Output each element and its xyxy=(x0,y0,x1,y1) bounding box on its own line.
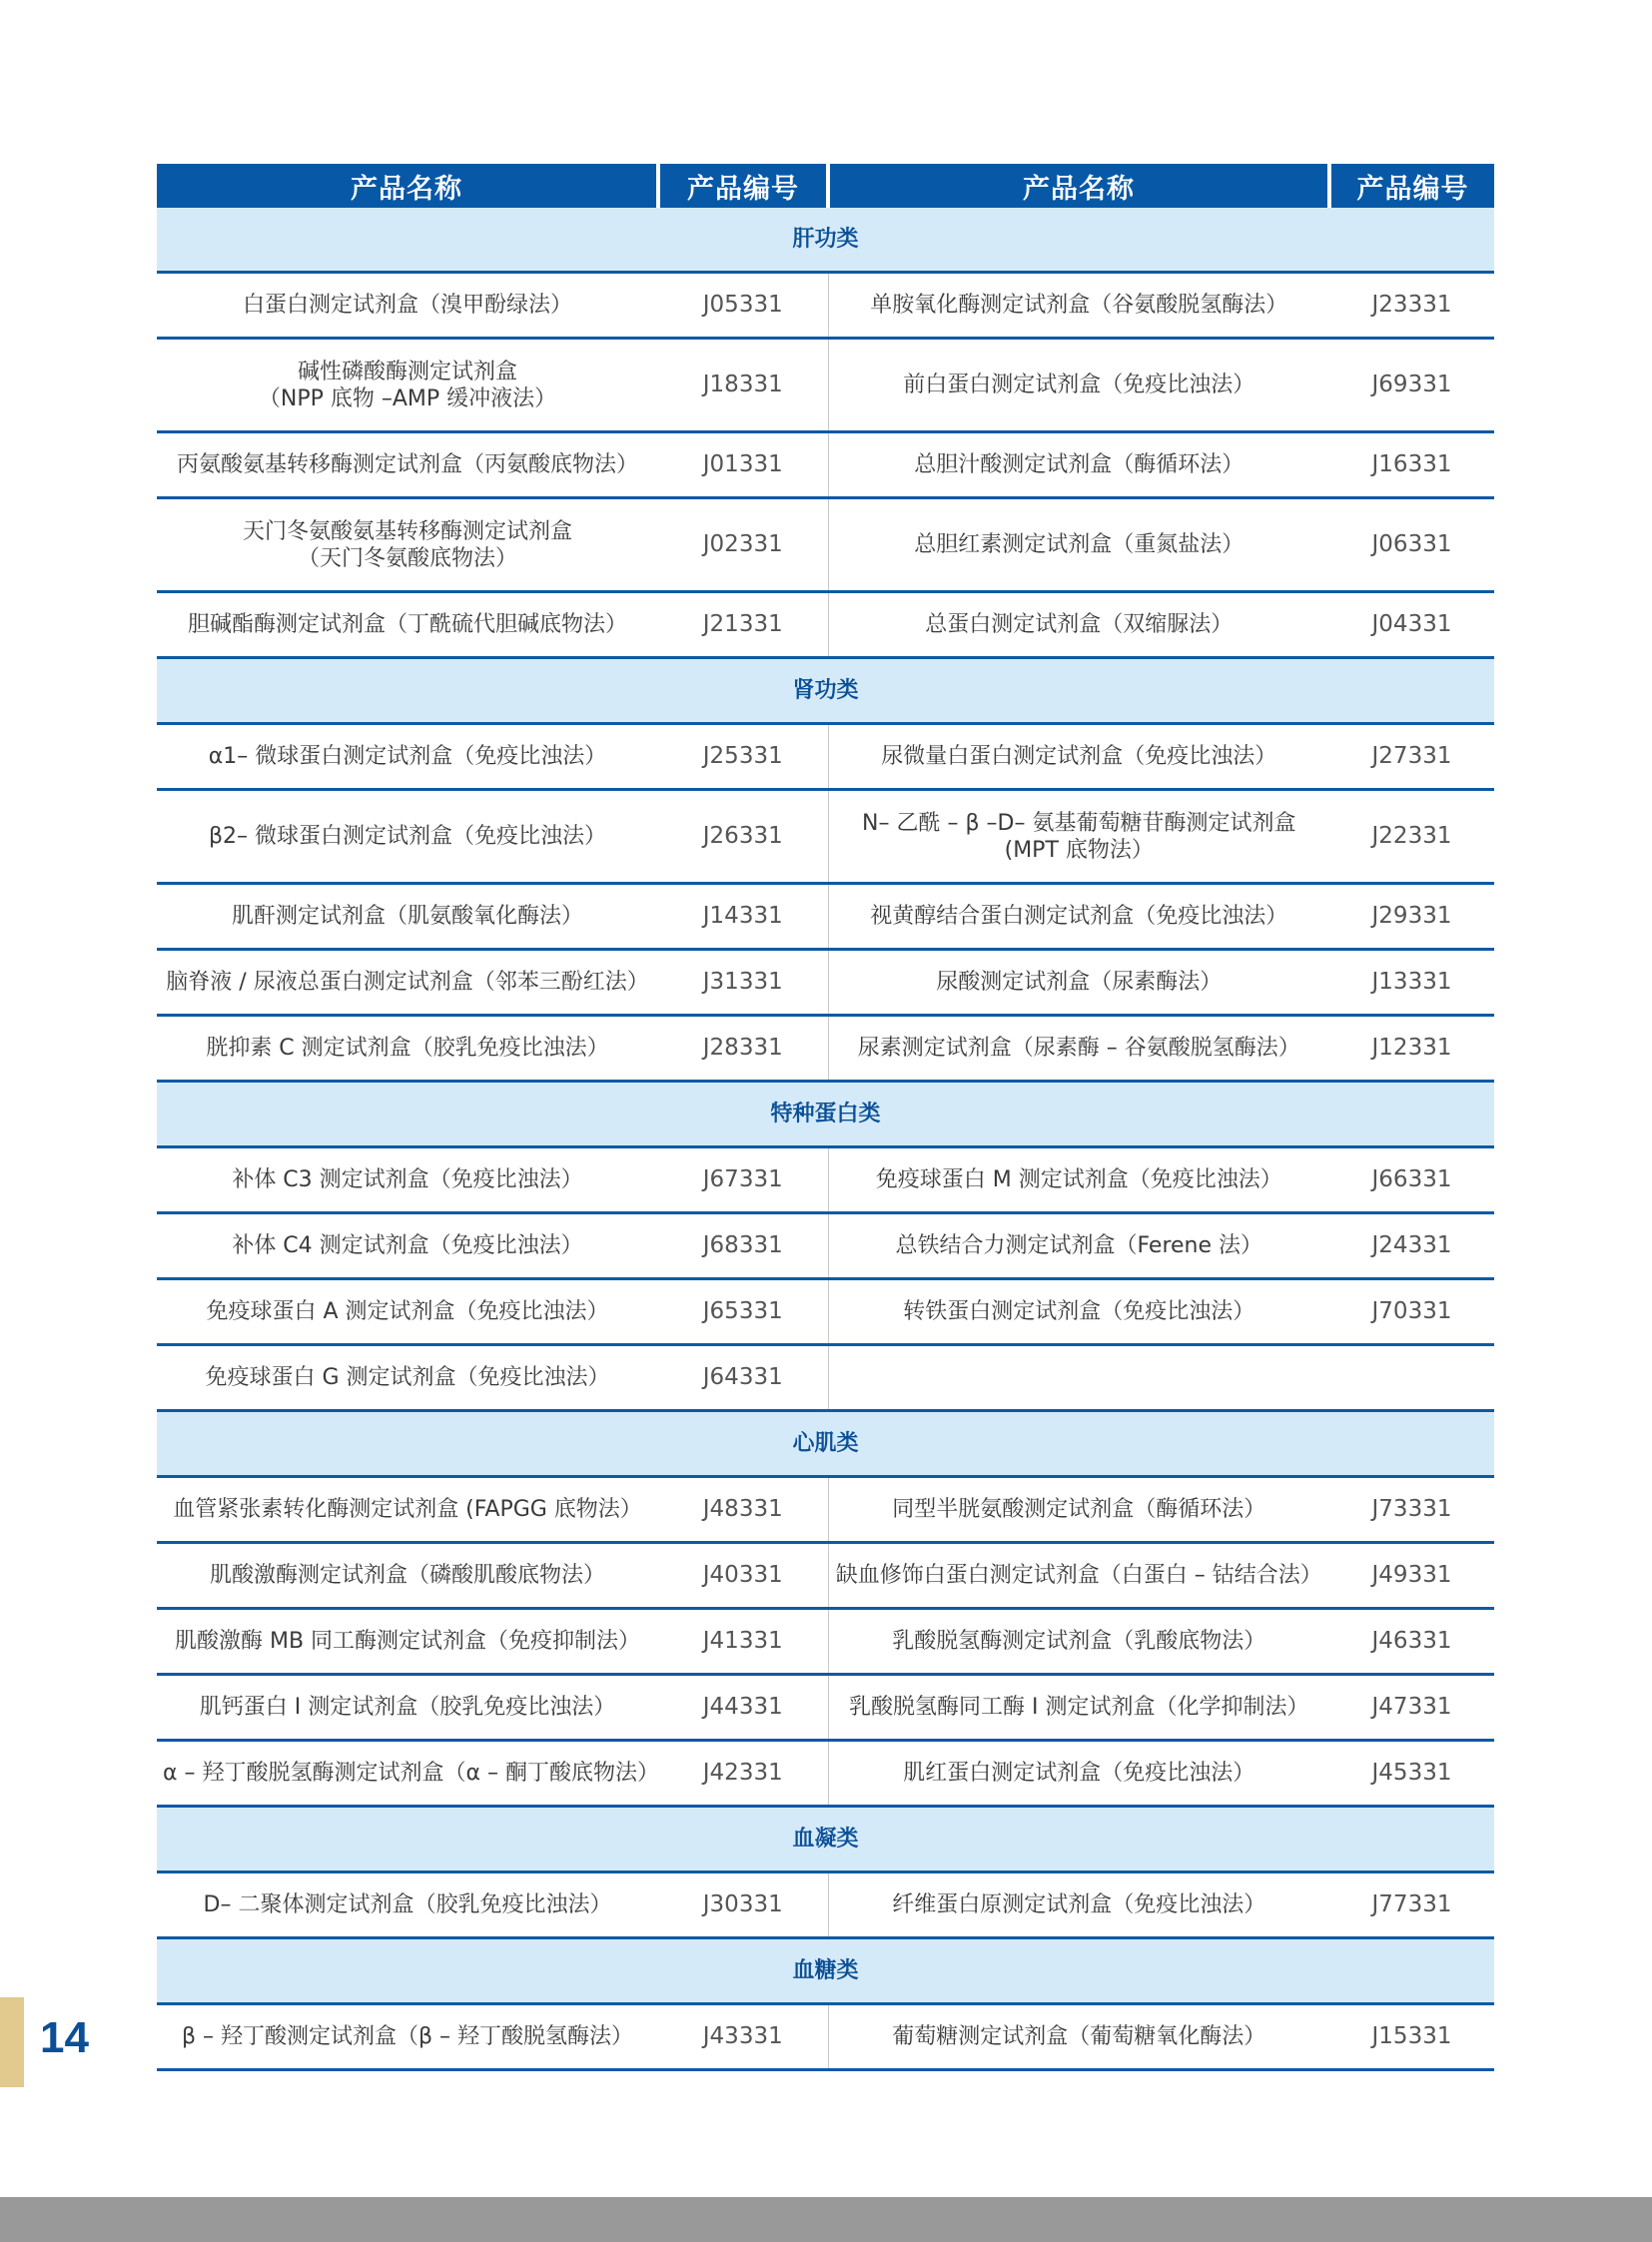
product-name-left xyxy=(157,339,658,432)
category-row xyxy=(157,1938,1494,2004)
footer-bar xyxy=(0,2197,1652,2242)
product-code-left: J31331 xyxy=(658,950,828,1016)
product-name-left xyxy=(157,273,658,339)
product-name-line: 补体 C4 测定试剂盒（免疫比浊法） xyxy=(232,1233,583,1258)
product-code-right: J73331 xyxy=(1329,1477,1494,1543)
product-name-line: 碱性磷酸酶测定试剂盒 xyxy=(297,359,517,384)
category-row xyxy=(157,1807,1494,1872)
table-row xyxy=(157,432,1494,498)
table-row xyxy=(157,1345,1494,1411)
product-name-line: 乳酸脱氢酶测定试剂盒（乳酸底物法） xyxy=(892,1629,1266,1654)
table-row xyxy=(157,1016,1494,1082)
header-product-code-right: 产品编号 xyxy=(1329,164,1494,208)
product-name-left xyxy=(157,884,658,950)
product-name-line: 总铁结合力测定试剂盒（Ferene 法） xyxy=(895,1233,1263,1258)
product-name-right xyxy=(828,1345,1329,1411)
product-name-right xyxy=(828,950,1329,1016)
page-tab-marker xyxy=(0,1997,24,2087)
product-name-line: 血管紧张素转化酶测定试剂盒 (FAPGG 底物法） xyxy=(173,1497,642,1522)
product-name-line: 尿酸测定试剂盒（尿素酶法） xyxy=(936,970,1223,995)
product-name-right xyxy=(828,724,1329,790)
product-catalog-table xyxy=(157,164,1494,2071)
product-name-line: 肌酐测定试剂盒（肌氨酸氧化酶法） xyxy=(231,904,583,929)
product-code-left: J28331 xyxy=(658,1016,828,1082)
product-code-right: J24331 xyxy=(1329,1213,1494,1279)
table-header-row xyxy=(157,164,1494,208)
category-row xyxy=(157,1411,1494,1477)
product-name-left xyxy=(157,1147,658,1213)
product-name-right xyxy=(828,1872,1329,1938)
product-code-left: J02331 xyxy=(658,498,828,592)
product-name-line: 缺血修饰白蛋白测定试剂盒（白蛋白 – 钴结合法） xyxy=(835,1563,1322,1588)
category-title: 特种蛋白类 xyxy=(157,1082,1494,1147)
product-name-line: 免疫球蛋白 M 测定试剂盒（免疫比浊法） xyxy=(875,1167,1282,1192)
product-name-line: 免疫球蛋白 G 测定试剂盒（免疫比浊法） xyxy=(205,1365,610,1390)
product-name-line: 总胆汁酸测定试剂盒（酶循环法） xyxy=(914,452,1244,477)
category-title: 心肌类 xyxy=(157,1411,1494,1477)
product-name-line: 同型半胱氨酸测定试剂盒（酶循环法） xyxy=(892,1497,1266,1522)
page-number: 14 xyxy=(40,2013,89,2062)
product-name-left xyxy=(157,498,658,592)
product-name-line: (MPT 底物法） xyxy=(1004,837,1154,863)
product-name-line: 胱抑素 C 测定试剂盒（胶乳免疫比浊法） xyxy=(206,1036,609,1061)
product-name-left xyxy=(157,432,658,498)
product-code-right: J04331 xyxy=(1329,592,1494,658)
product-code-right: J29331 xyxy=(1329,884,1494,950)
product-name-line: 丙氨酸氨基转移酶测定试剂盒（丙氨酸底物法） xyxy=(176,452,638,477)
product-name-right xyxy=(828,339,1329,432)
product-name-line: 尿微量白蛋白测定试剂盒（免疫比浊法） xyxy=(881,744,1277,769)
header-product-code-left: 产品编号 xyxy=(658,164,828,208)
product-name-right xyxy=(828,790,1329,884)
product-name-line: 转铁蛋白测定试剂盒（免疫比浊法） xyxy=(903,1299,1255,1324)
product-name-line: 肌酸激酶测定试剂盒（磷酸肌酸底物法） xyxy=(209,1563,605,1588)
category-title: 肝功类 xyxy=(157,208,1494,273)
table-row xyxy=(157,1741,1494,1807)
product-name-line: 脑脊液 / 尿液总蛋白测定试剂盒（邻苯三酚红法） xyxy=(166,970,649,995)
product-code-left: J42331 xyxy=(658,1741,828,1807)
product-code-left: J14331 xyxy=(658,884,828,950)
product-name-line: 尿素测定试剂盒（尿素酶 – 谷氨酸脱氢酶法） xyxy=(857,1036,1300,1061)
product-name-line: 葡萄糖测定试剂盒（葡萄糖氧化酶法） xyxy=(892,2024,1266,2049)
table-row xyxy=(157,790,1494,884)
header-product-name-left: 产品名称 xyxy=(157,164,658,208)
product-name-line: 肌酸激酶 MB 同工酶测定试剂盒（免疫抑制法） xyxy=(174,1629,641,1654)
product-code-left: J44331 xyxy=(658,1675,828,1741)
product-name-left xyxy=(157,1675,658,1741)
product-name-left xyxy=(157,1213,658,1279)
product-name-right xyxy=(828,432,1329,498)
product-code-left: J65331 xyxy=(658,1279,828,1345)
category-title: 肾功类 xyxy=(157,658,1494,724)
product-name-left xyxy=(157,2004,658,2070)
product-name-line: （NPP 底物 –AMP 缓冲液法） xyxy=(258,385,557,411)
category-title: 血糖类 xyxy=(157,1938,1494,2004)
product-name-left xyxy=(157,790,658,884)
category-title: 血凝类 xyxy=(157,1807,1494,1872)
product-name-right xyxy=(828,1543,1329,1609)
product-name-right xyxy=(828,592,1329,658)
product-code-right: J70331 xyxy=(1329,1279,1494,1345)
product-name-right xyxy=(828,1279,1329,1345)
product-code-left: J30331 xyxy=(658,1872,828,1938)
product-code-right: J12331 xyxy=(1329,1016,1494,1082)
product-name-line: 前白蛋白测定试剂盒（免疫比浊法） xyxy=(903,373,1255,397)
product-name-line: N– 乙酰 – β –D– 氨基葡萄糖苷酶测定试剂盒 xyxy=(862,810,1296,836)
product-name-line: 总蛋白测定试剂盒（双缩脲法） xyxy=(925,612,1234,637)
product-name-right xyxy=(828,498,1329,592)
product-code-right: J77331 xyxy=(1329,1872,1494,1938)
product-code-left: J68331 xyxy=(658,1213,828,1279)
product-name-right xyxy=(828,1609,1329,1675)
table-row xyxy=(157,1872,1494,1938)
product-name-left xyxy=(157,592,658,658)
header-product-name-right: 产品名称 xyxy=(828,164,1329,208)
product-name-line: 补体 C3 测定试剂盒（免疫比浊法） xyxy=(232,1167,583,1192)
product-code-left: J64331 xyxy=(658,1345,828,1411)
table-row xyxy=(157,1147,1494,1213)
product-code-right: J23331 xyxy=(1329,273,1494,339)
table-row xyxy=(157,339,1494,432)
product-name-right xyxy=(828,1016,1329,1082)
product-name-line: D– 二聚体测定试剂盒（胶乳免疫比浊法） xyxy=(203,1892,612,1917)
product-code-right: J47331 xyxy=(1329,1675,1494,1741)
product-name-line: α1– 微球蛋白测定试剂盒（免疫比浊法） xyxy=(208,744,607,769)
table-body xyxy=(157,208,1494,2070)
category-row xyxy=(157,658,1494,724)
product-name-right xyxy=(828,2004,1329,2070)
product-name-right xyxy=(828,1741,1329,1807)
table-row xyxy=(157,950,1494,1016)
product-code-right: J06331 xyxy=(1329,498,1494,592)
product-name-left xyxy=(157,950,658,1016)
product-name-line: 免疫球蛋白 A 测定试剂盒（免疫比浊法） xyxy=(206,1299,609,1324)
product-name-line: 纤维蛋白原测定试剂盒（免疫比浊法） xyxy=(892,1892,1266,1917)
product-name-left xyxy=(157,1477,658,1543)
table-row xyxy=(157,1279,1494,1345)
product-code-left: J18331 xyxy=(658,339,828,432)
product-name-line: 天门冬氨酸氨基转移酶测定试剂盒 xyxy=(242,518,572,544)
product-code-right: J45331 xyxy=(1329,1741,1494,1807)
table-row xyxy=(157,592,1494,658)
product-name-left xyxy=(157,1016,658,1082)
product-name-right xyxy=(828,1213,1329,1279)
product-code-right xyxy=(1329,1345,1494,1411)
product-code-right: J22331 xyxy=(1329,790,1494,884)
product-code-right: J15331 xyxy=(1329,2004,1494,2070)
product-name-line: β2– 微球蛋白测定试剂盒（免疫比浊法） xyxy=(208,824,607,849)
product-name-line: 视黄醇结合蛋白测定试剂盒（免疫比浊法） xyxy=(870,904,1288,929)
product-name-left xyxy=(157,1279,658,1345)
product-code-right: J16331 xyxy=(1329,432,1494,498)
product-name-left xyxy=(157,1872,658,1938)
product-name-line: α – 羟丁酸脱氢酶测定试剂盒（α – 酮丁酸底物法） xyxy=(163,1761,659,1786)
product-name-right xyxy=(828,273,1329,339)
product-name-right xyxy=(828,884,1329,950)
product-code-left: J01331 xyxy=(658,432,828,498)
table-row xyxy=(157,1543,1494,1609)
category-row xyxy=(157,1082,1494,1147)
product-code-right: J13331 xyxy=(1329,950,1494,1016)
product-code-right: J46331 xyxy=(1329,1609,1494,1675)
table-row xyxy=(157,273,1494,339)
product-name-right xyxy=(828,1675,1329,1741)
table-row xyxy=(157,1609,1494,1675)
product-name-left xyxy=(157,1741,658,1807)
table-row xyxy=(157,884,1494,950)
product-code-left: J43331 xyxy=(658,2004,828,2070)
product-name-line: 肌钙蛋白 I 测定试剂盒（胶乳免疫比浊法） xyxy=(199,1695,616,1720)
product-name-right xyxy=(828,1477,1329,1543)
product-name-line: 乳酸脱氢酶同工酶 I 测定试剂盒（化学抑制法） xyxy=(849,1695,1309,1720)
product-code-left: J25331 xyxy=(658,724,828,790)
product-name-line: 白蛋白测定试剂盒（溴甲酚绿法） xyxy=(242,293,572,318)
table-row xyxy=(157,1675,1494,1741)
table-row xyxy=(157,498,1494,592)
product-code-right: J66331 xyxy=(1329,1147,1494,1213)
product-name-right xyxy=(828,1147,1329,1213)
product-code-left: J41331 xyxy=(658,1609,828,1675)
table-row xyxy=(157,724,1494,790)
product-name-left xyxy=(157,724,658,790)
product-name-left xyxy=(157,1609,658,1675)
product-code-left: J40331 xyxy=(658,1543,828,1609)
product-code-left: J48331 xyxy=(658,1477,828,1543)
product-code-right: J69331 xyxy=(1329,339,1494,432)
product-name-line: （天门冬氨酸底物法） xyxy=(297,545,517,571)
product-name-left xyxy=(157,1345,658,1411)
product-name-left xyxy=(157,1543,658,1609)
product-name-line: 胆碱酯酶测定试剂盒（丁酰硫代胆碱底物法） xyxy=(187,612,627,637)
product-code-left: J21331 xyxy=(658,592,828,658)
product-code-left: J26331 xyxy=(658,790,828,884)
product-name-line: β – 羟丁酸测定试剂盒（β – 羟丁酸脱氢酶法） xyxy=(181,2024,634,2049)
product-name-line: 肌红蛋白测定试剂盒（免疫比浊法） xyxy=(903,1761,1255,1786)
product-code-left: J67331 xyxy=(658,1147,828,1213)
category-row xyxy=(157,208,1494,273)
table-row xyxy=(157,1213,1494,1279)
product-code-right: J27331 xyxy=(1329,724,1494,790)
product-name-line: 单胺氧化酶测定试剂盒（谷氨酸脱氢酶法） xyxy=(870,293,1288,318)
table-row xyxy=(157,1477,1494,1543)
product-code-left: J05331 xyxy=(658,273,828,339)
product-name-line: 总胆红素测定试剂盒（重氮盐法） xyxy=(914,532,1244,557)
table-row xyxy=(157,2004,1494,2070)
product-code-right: J49331 xyxy=(1329,1543,1494,1609)
